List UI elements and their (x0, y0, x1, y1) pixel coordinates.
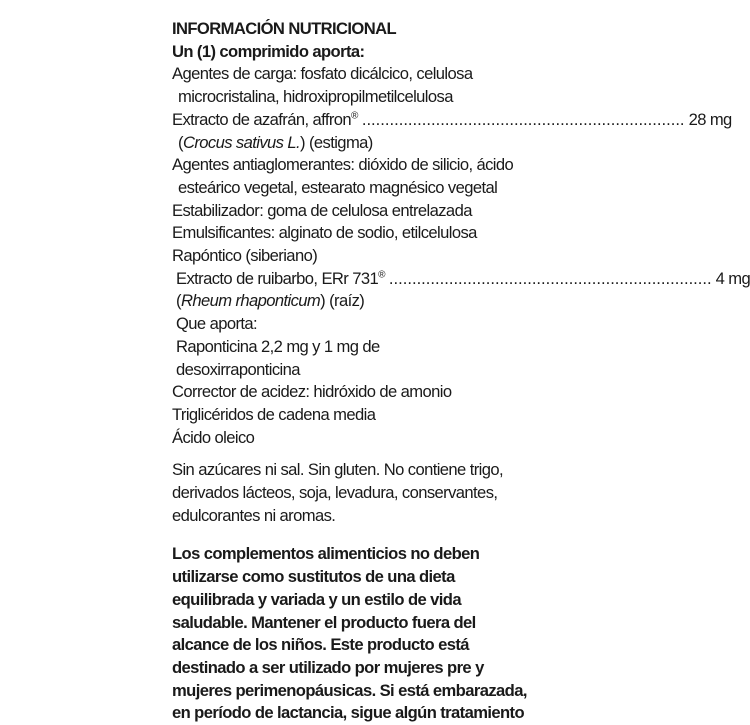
ingredient-azafran-part: (estigma) (304, 132, 373, 152)
registered-mark: ® (378, 269, 385, 281)
nutrition-label (172, 18, 750, 725)
free-from-line-3: edulcorantes ni aromas. (172, 505, 336, 525)
warning-line-8: en período de lactancia, sigue algún tratamiento (172, 703, 525, 723)
ingredient-corrector: Corrector de acidez: hidróxido de amonio (172, 382, 452, 402)
spacer (172, 449, 532, 459)
ingredient-azafran-latin-line: (Crocus sativus L.) (estigma) (178, 132, 373, 152)
ingredient-ruibarbo-latin: Rheum rhaponticum (180, 291, 321, 311)
warning-line-6: destinado a ser utilizado por mujeres pre y (172, 657, 484, 677)
free-from-line-2: derivados lácteos, soja, levadura, conservantes, (172, 483, 498, 503)
ingredient-raponticina-line-2: desoxirraponticina (176, 359, 300, 379)
free-from-line-1: Sin azúcares ni sal. Sin gluten. No contiene trigo, (172, 460, 503, 480)
registered-mark: ® (351, 110, 358, 122)
ingredient-estabilizador: Estabilizador: goma de celulosa entrelazada (172, 200, 472, 220)
ingredient-ruibarbo-row (172, 268, 750, 291)
ingredient-azafran-amount: 28 mg (688, 109, 732, 129)
ingredient-ruibarbo-part: ) (raíz) (320, 291, 365, 311)
warning-line-7: mujeres perimenopáusicas. Si está embarazada, (172, 680, 527, 700)
ingredient-trigliceridos: Triglicéridos de cadena media (172, 404, 376, 424)
ingredient-raponticina-line-1: Raponticina 2,2 mg y 1 mg de (176, 336, 380, 356)
label-subtitle: Un (1) comprimido aporta: (172, 41, 365, 61)
ingredient-azafran-name: Extracto de azafrán, affron® (172, 109, 358, 129)
spacer (172, 527, 532, 543)
ingredient-carga-line-1: Agentes de carga: fosfato dicálcico, celulosa (172, 64, 473, 84)
dot-leader: ...................................................................... (361, 109, 685, 129)
ingredient-rapontico: Rapóntico (siberiano) (172, 246, 318, 266)
ingredient-que-aporta: Que aporta: (176, 314, 258, 334)
label-title: INFORMACIÓN NUTRICIONAL (172, 19, 397, 38)
warning-line-2: utilizarse como sustitutos de una dieta (172, 567, 455, 587)
ingredient-carga-line-2: microcristalina, hidroxipropilmetilcelulosa (178, 87, 453, 107)
dot-leader: ...................................................................... (388, 268, 712, 288)
ingredient-antiaglo-line-2: esteárico vegetal, estearato magnésico vegetal (178, 177, 498, 197)
ingredient-azafran-latin: Crocus sativus L. (182, 132, 301, 152)
ingredient-azafran-row (172, 109, 732, 132)
warning-line-4: saludable. Mantener el producto fuera del (172, 612, 476, 632)
ingredient-ruibarbo-latin-line: (Rheum rhaponticum) (raíz) (176, 291, 365, 311)
warning-line-5: alcance de los niños. Este producto está (172, 635, 469, 655)
ingredient-oleico: Ácido oleico (172, 427, 255, 447)
ingredient-ruibarbo-name: Extracto de ruibarbo, ERr 731® (176, 268, 385, 288)
warning-line-3: equilibrada y variada y un estilo de vida (172, 589, 461, 609)
ingredient-antiaglo-line-1: Agentes antiaglomerantes: dióxido de silicio, ácido (172, 155, 514, 175)
warning-line-1: Los complementos alimenticios no deben (172, 544, 480, 564)
ingredient-ruibarbo-amount: 4 mg (715, 268, 750, 288)
ingredient-emulsificantes: Emulsificantes: alginato de sodio, etilcelulosa (172, 223, 477, 243)
